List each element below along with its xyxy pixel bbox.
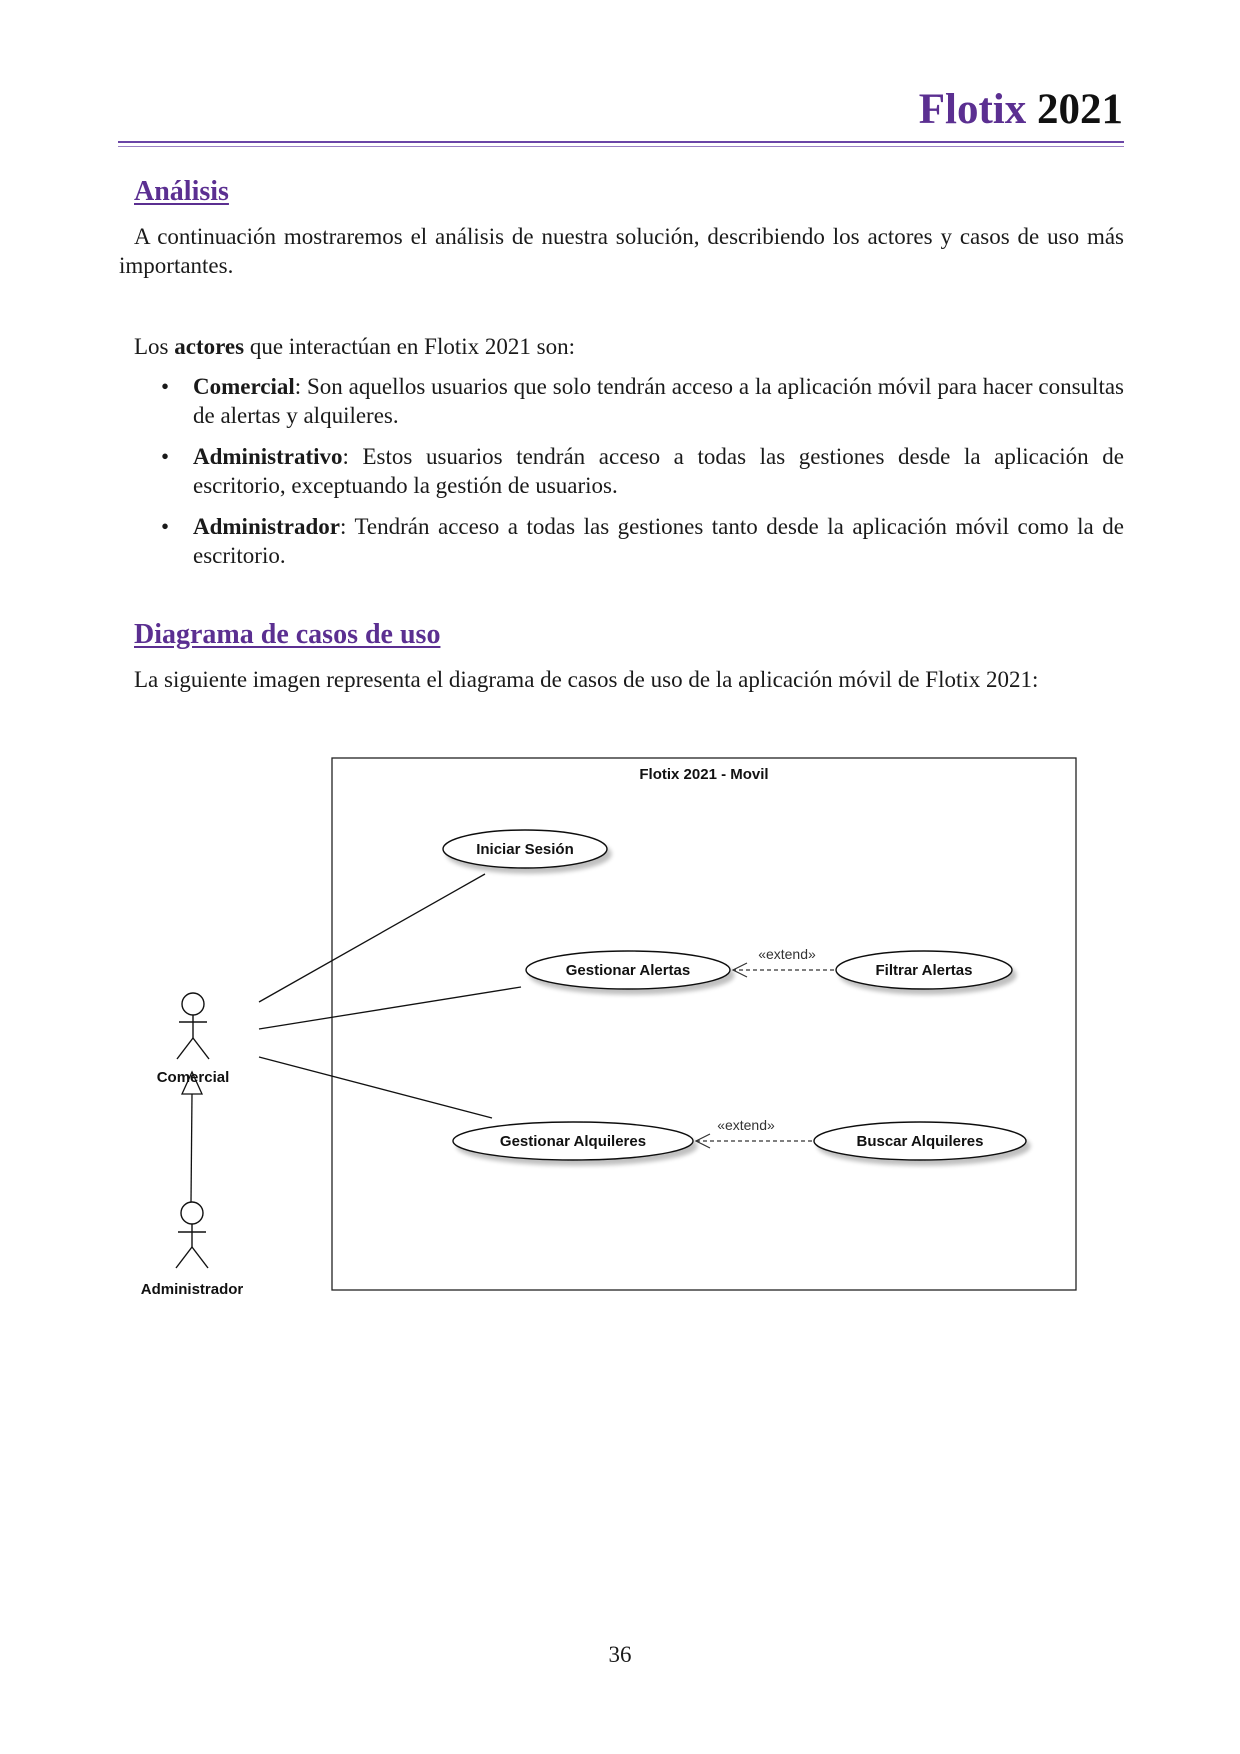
use-case-filtrar-alertas-label: Filtrar Alertas xyxy=(875,962,973,979)
generalization-line xyxy=(191,1094,192,1202)
analysis-heading: Análisis xyxy=(134,176,229,207)
actors-intro-bold: actores xyxy=(174,334,245,359)
header-brand: Flotix xyxy=(918,86,1027,133)
actor-name: Administrativo xyxy=(193,444,343,469)
actor-name: Administrador xyxy=(193,514,340,539)
page-header xyxy=(119,88,1123,131)
extend-label-alertas: «extend» xyxy=(758,946,816,962)
use-case-buscar-alquileres-label: Buscar Alquileres xyxy=(856,1133,984,1150)
page-number: 36 xyxy=(608,1642,632,1667)
actor-comercial-label: Comercial xyxy=(156,1069,230,1086)
list-item-administrador xyxy=(155,512,1124,570)
use-case-diagram xyxy=(119,752,1124,1302)
extend-label-alquileres: «extend» xyxy=(717,1117,775,1133)
bullet-icon: • xyxy=(160,514,170,539)
diagram-intro: La siguiente imagen representa el diagrama de casos de uso de la aplicación móvil de Flotix 2021: xyxy=(134,667,1039,692)
actor-description: : Son aquellos usuarios que solo tendrán acceso a la aplicación móvil para hacer consultas de alertas y alquileres. xyxy=(193,374,1124,428)
header-rule xyxy=(118,141,1124,143)
use-case-gestionar-alquileres-label: Gestionar Alquileres xyxy=(499,1133,647,1150)
actor-name: Comercial xyxy=(193,374,295,399)
list-item-comercial xyxy=(155,372,1124,430)
actors-intro-after: que interactúan en Flotix 2021 son: xyxy=(244,334,575,359)
actors-list xyxy=(155,372,1124,582)
actor-administrador xyxy=(176,1202,208,1268)
actor-comercial xyxy=(177,993,209,1059)
use-case-gestionar-alertas-label: Gestionar Alertas xyxy=(565,962,691,979)
diagram-heading: Diagrama de casos de uso xyxy=(134,619,441,650)
analysis-intro: A continuación mostraremos el análisis de nuestra solución, describiendo los actores y casos de uso más importantes. xyxy=(119,224,1124,278)
bullet-icon: • xyxy=(160,444,170,469)
system-boundary xyxy=(332,758,1076,1290)
bullet-icon: • xyxy=(160,374,170,399)
list-item-administrativo xyxy=(155,442,1124,500)
actor-administrador-label: Administrador xyxy=(140,1281,244,1298)
actor-description: : Estos usuarios tendrán acceso a todas las gestiones desde la aplicación de escritorio, exceptuando la gestión de usuarios. xyxy=(193,444,1124,498)
header-rule-thin xyxy=(118,146,1124,147)
actors-intro-before: Los xyxy=(134,334,175,359)
actor-description: : Tendrán acceso a todas las gestiones tanto desde la aplicación móvil como la de escritorio. xyxy=(193,514,1124,568)
actors-intro xyxy=(134,332,1124,361)
header-year: 2021 xyxy=(1037,86,1123,133)
system-title: Flotix 2021 - Movil xyxy=(639,766,769,783)
use-case-iniciar-sesion-label: Iniciar Sesión xyxy=(476,841,574,858)
